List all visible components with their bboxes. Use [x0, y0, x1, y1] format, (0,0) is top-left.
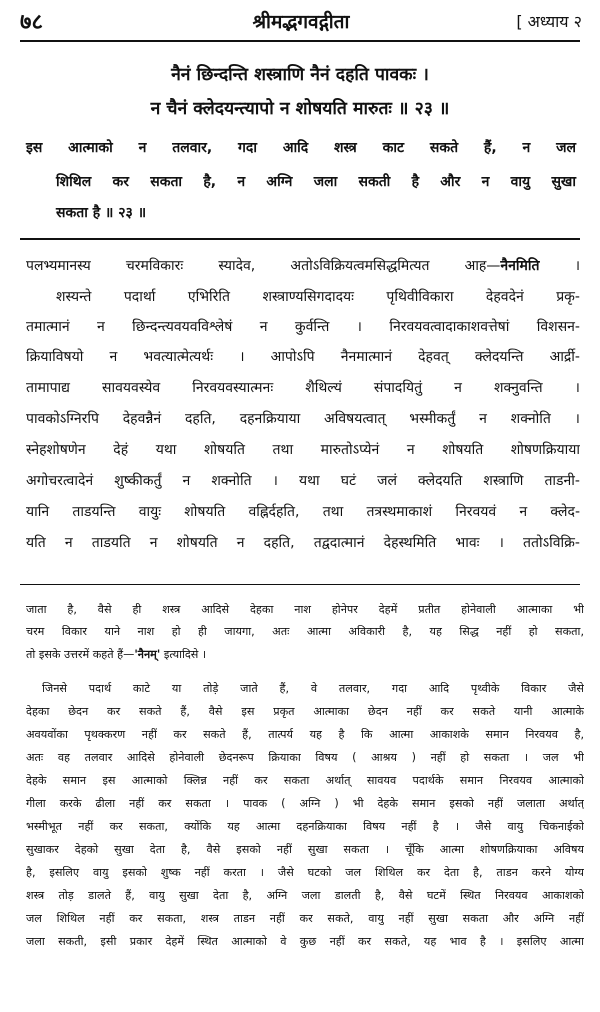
footnote-rule — [20, 584, 580, 585]
commentary-line: देहका छेदन कर सकते हैं, वैसे इस प्रकृत आत्माका छेदन नहीं कर सकते यानी आत्माके — [26, 705, 584, 718]
bhashya-line: तामापाद्य सावयवस्येव निरवयवस्यात्मनः शैथिल्यं संपादयितुं न शक्नुवन्ति । — [26, 380, 580, 396]
verse-line: नैनं छिन्दन्ति शस्त्राणि नैनं दहति पावकः । — [171, 65, 429, 85]
verse-line: न चैनं क्लेदयन्त्यापो न शोषयति मारुतः ॥ २३ ॥ — [150, 99, 450, 119]
commentary-text: तो इसके उत्तरमें कहते हैं— — [26, 648, 135, 661]
bhashya-keyword: नैनमिति — [500, 258, 540, 274]
bhashya-line: यानि ताडयन्ति वायुः शोषयति वह्निर्दहति, तथा तत्रस्थमाकाशं निरवयवं न क्लेद- — [26, 504, 580, 520]
commentary-line: शस्त्र तोड़ डालते हैं, वायु सुखा देता है, अग्नि जला डालती है, वैसे घटमें स्थित निरवयव आकाशको — [26, 889, 584, 902]
commentary-keyword: 'नैनम्' — [134, 648, 161, 661]
header-rule — [20, 40, 580, 42]
commentary-line: जाता है, वैसे ही शस्त्र आदिसे देहका नाश होनेपर देहमें प्रतीत होनेवाली आत्माका भी — [26, 603, 584, 616]
commentary-line: है, इसलिए वायु इसको शुष्क नहीं करता । जैसे घटको जल शिथिल कर देता है, ताडन करने योग्य — [26, 866, 584, 879]
bhashya-line: क्रियाविषयो न भवत्यात्मेत्यर्थः । आपोऽपि नैनमात्मानं देहवत् क्लेदयन्ति आर्द्री- — [26, 349, 580, 365]
bhashya-text: पलभ्यमानस्य चरमविकारः स्यादेव, अतोऽविक्रियत्वमसिद्धमित्यत आह— — [26, 258, 501, 274]
translation-line: सकता है ॥ २३ ॥ — [56, 205, 147, 221]
bhashya-line: पावकोऽग्निरपि देहवन्नैनं दहति, दहनक्रियाया अविषयत्वात् भस्मीकर्तुं न शक्नोति । — [26, 411, 580, 427]
commentary-line: जला सकती, इसी प्रकार देहमें स्थित आत्माको वे कुछ नहीं कर सकते, यह भाव है । इसलिए आत्मा — [26, 935, 584, 948]
commentary-line: गीला करके ढीला नहीं कर सकता । पावक ( अग्नि ) भी देहके समान इसको नहीं जलाता अर्थात् — [26, 797, 584, 810]
bhashya-text: । — [574, 258, 580, 274]
translation-line: इस आत्माको न तलवार, गदा आदि शस्त्र काट सकते हैं, न जल — [26, 140, 576, 156]
commentary-line: सुखाकर देहको सुखा देता है, वैसे इसको नहीं सुखा सकता । चूँकि आत्मा शोषणक्रियाका अविषय — [26, 843, 584, 856]
commentary-line: भस्मीभूत नहीं कर सकता, क्योंकि यह आत्मा दहनक्रियाका विषय नहीं है । जैसे वायु चिकनाईको — [26, 820, 584, 833]
commentary-line: देहके समान इस आत्माको क्लिन्न नहीं कर सकता अर्थात् सावयव पदार्थके समान निरवयव आत्माको — [26, 774, 584, 787]
commentary-text: इत्यादिसे । — [160, 648, 207, 661]
bhashya-line: शस्यन्ते पदार्था एभिरिति शस्त्राण्यसिगदादयः पृथिवीविकारा देहवदेनं प्रकृ- — [56, 289, 580, 305]
commentary-line: अतः वह तलवार आदिसे होनेवाली छेदनरूप क्रियाका विषय ( आश्रय ) नहीं हो सकता । जल भी — [26, 751, 584, 764]
bhashya-line: स्नेहशोषणेन देहं यथा शोषयति तथा मारुतोऽप्येनं न शोषयति शोषणक्रियाया — [26, 442, 580, 458]
commentary-line: जिनसे पदार्थ काटे या तोड़े जाते हैं, वे तलवार, गदा आदि पृथ्वीके विकार जैसे — [42, 682, 584, 695]
running-title: श्रीमद्भगवद्गीता — [252, 11, 350, 33]
bhashya-line — [26, 252, 580, 280]
commentary-line: जल शिथिल नहीं कर सकता, शस्त्र ताडन नहीं कर सकते, वायु नहीं सुखा सकता और अग्नि नहीं — [26, 912, 584, 925]
section-rule — [20, 238, 580, 240]
page-header — [20, 4, 582, 36]
commentary-line: चरम विकार याने नाश हो ही जायगा, अतः आत्मा अविकारी है, यह सिद्ध नहीं हो सकता, — [26, 625, 584, 638]
bhashya-line: अगोचरत्वादेनं शुष्कीकर्तुं न शक्नोति । यथा घटं जलं क्लेदयति शस्त्राणि ताडनी- — [26, 473, 580, 489]
chapter-label: [ अध्याय २ — [516, 12, 582, 31]
page-number: ७८ — [20, 10, 43, 35]
bhashya-line: यति न ताडयति न शोषयति न दहति, तद्वदात्मानं देहस्थमिति भावः । ततोऽविक्रि- — [26, 535, 580, 551]
bhashya-line: तमात्मानं न छिन्दन्त्यवयवविश्लेषं न कुर्वन्ति । निरवयवत्वादाकाशवत्तेषां विशसन- — [26, 319, 580, 335]
commentary-line: अवयवोंका पृथक्करण नहीं कर सकते हैं, तात्पर्य यह है कि आत्मा आकाशके समान निरवयव है, — [26, 728, 584, 741]
translation-line: शिथिल कर सकता है, न अग्नि जला सकती है और न वायु सुखा — [56, 174, 576, 190]
commentary-line — [26, 644, 584, 667]
